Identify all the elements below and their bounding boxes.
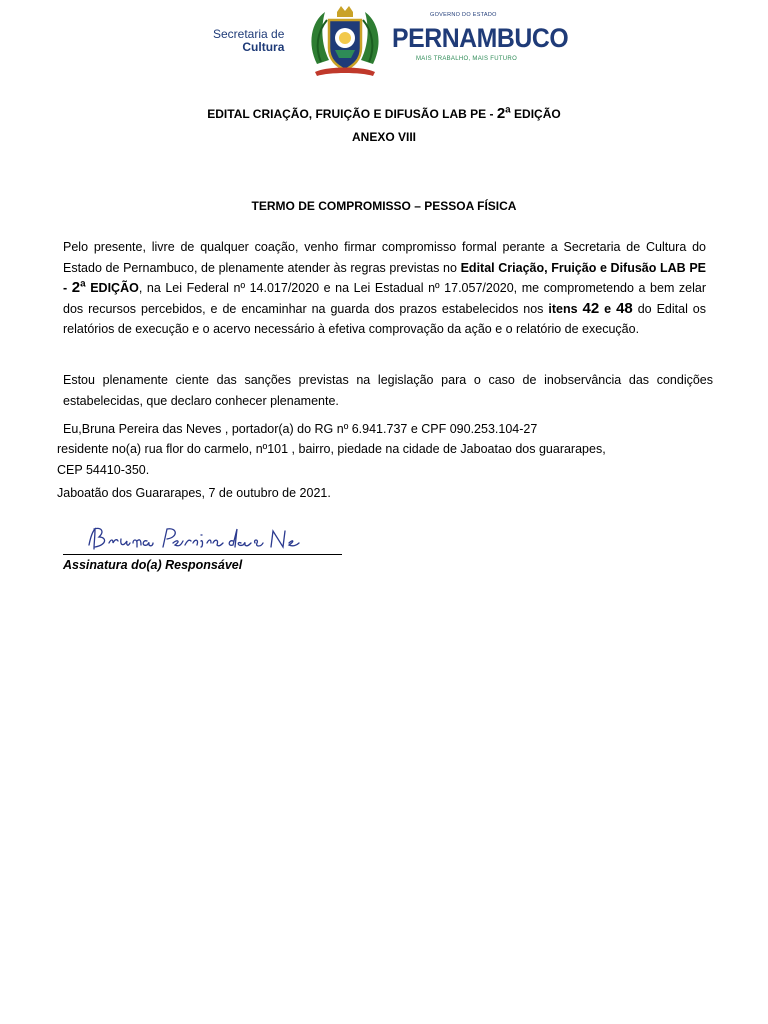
signature-text: Bruna Pereira das Neves: [85, 523, 97, 524]
p1-text-e: , na Lei Federal nº 14.017/2020 e na Lei Estadual nº 17.057/2020, me comprometendo a bem zelar dos recursos percebidos, e de encaminhar na guarda dos prazos estabelecidos nos: [63, 281, 707, 316]
secretaria-line2: Cultura: [242, 40, 285, 54]
p1-items-word: itens: [548, 301, 583, 316]
residence-line: residente no(a) rua flor do carmelo, nº101 , bairro, piedade na cidade de Jaboatao dos guararapes,: [57, 442, 606, 456]
p1-item-48: 48: [616, 299, 633, 317]
place-date-line: Jaboatão dos Guararapes, 7 de outubro de 2021.: [57, 486, 331, 500]
awareness-paragraph: Estou plenamente ciente das sanções previstas na legislação para o caso de inobservância das condições estabelecidas, que declaro conhecer plenamente.: [63, 373, 713, 408]
page-header: [0, 4, 768, 82]
commitment-paragraph: [63, 237, 706, 340]
gov-small-label: GOVERNO DO ESTADO: [430, 12, 497, 18]
secretaria-line1: Secretaria de: [213, 27, 285, 41]
term-title: TERMO DE COMPROMISSO – PESSOA FÍSICA: [251, 199, 517, 213]
pernambuco-crest-icon: [307, 4, 383, 78]
annex-title: ANEXO VIII: [351, 130, 416, 144]
p1-and: e: [599, 301, 617, 316]
edital-title-edition-number: 2ª: [496, 105, 511, 122]
signature-line: [63, 554, 342, 555]
signature-label: Assinatura do(a) Responsável: [63, 558, 243, 572]
p1-text-a: Pelo presente, livre de qualquer coação, venho firmar compromisso formal perante a Secretaria de Cultura do Estado de Pernambuco, de plenamente atender às regras previstas no: [63, 240, 706, 275]
secretaria-cultura-logo: [213, 28, 284, 54]
p1-edition-number: 2ª: [71, 279, 86, 296]
edital-title-suffix: EDIÇÃO: [510, 107, 561, 121]
p1-text-j: do Edital os relatórios de execução e o acervo necessário à efetiva comprovação da ação e o relatório de execução.: [63, 301, 706, 336]
edital-title: [0, 105, 768, 122]
identification-line: Eu,Bruna Pereira das Neves , portador(a) do RG nº 6.941.737 e CPF 090.253.104-27: [63, 422, 538, 436]
p1-item-42: 42: [582, 299, 600, 317]
p1-edital-name: Edital Criação, Fruição e Difusão LAB PE -: [63, 260, 706, 295]
gov-title: PERNAMBUCO: [392, 23, 569, 53]
gov-tagline: MAIS TRABALHO, MAIS FUTURO: [416, 56, 518, 62]
cep-line: CEP 54410-350.: [57, 463, 150, 477]
p1-edition-word: EDIÇÃO: [85, 281, 139, 295]
edital-title-prefix: EDITAL CRIAÇÃO, FRUIÇÃO E DIFUSÃO LAB PE -: [207, 107, 497, 121]
handwritten-signature: [85, 523, 305, 557]
